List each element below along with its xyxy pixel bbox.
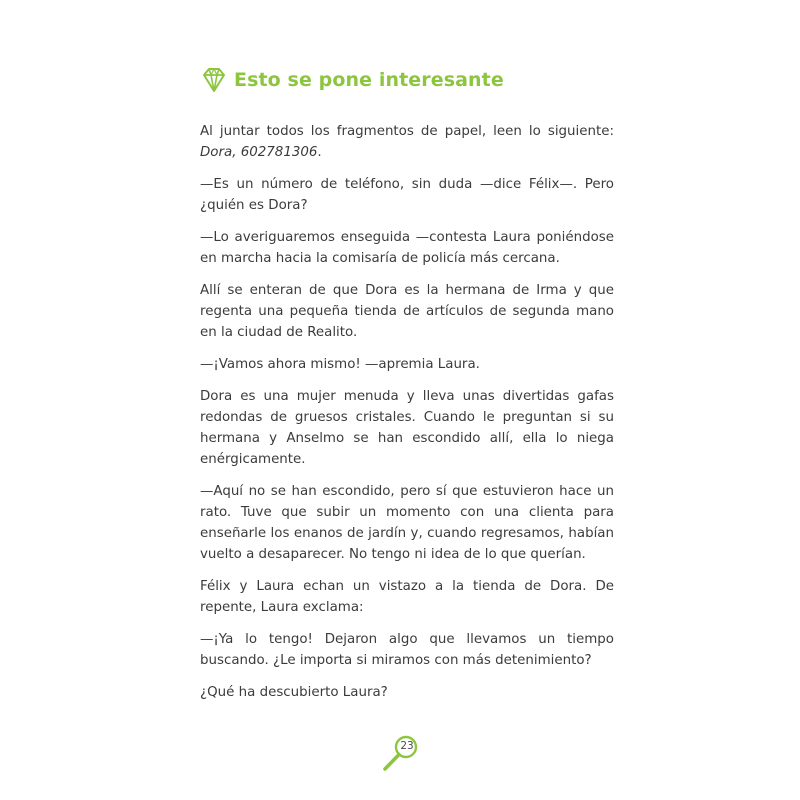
paragraph: —¡Ya lo tengo! Dejaron algo que llevamos un tiempo buscando. ¿Le importa si miramos con más detenimiento? bbox=[200, 632, 614, 668]
paragraph-end: . bbox=[317, 145, 322, 160]
paragraph: Dora es una mujer menuda y lleva unas divertidas gafas redondas de gruesos cristales. Cuando le preguntan si su hermana y Anselmo se han escondido allí, ella lo niega enérgicamente. bbox=[200, 389, 614, 467]
paragraph-text: Al juntar todos los fragmentos de papel, leen lo siguiente: bbox=[200, 124, 614, 139]
section-header bbox=[200, 66, 504, 94]
page-number: 23 bbox=[400, 740, 414, 752]
diamond-icon bbox=[200, 66, 228, 94]
section-title: Esto se pone interesante bbox=[234, 69, 504, 91]
paragraph: —¡Vamos ahora mismo! —apremia Laura. bbox=[200, 357, 480, 372]
paragraph: —Lo averiguaremos enseguida —contesta Laura poniéndose en marcha hacia la comisaría de policía más cercana. bbox=[200, 230, 614, 266]
story-text bbox=[200, 121, 614, 714]
question: ¿Qué ha descubierto Laura? bbox=[200, 685, 388, 700]
phone-clue: Dora, 602781306 bbox=[200, 145, 318, 160]
page-footer bbox=[379, 735, 419, 775]
paragraph: Félix y Laura echan un vistazo a la tienda de Dora. De repente, Laura exclama: bbox=[200, 579, 614, 615]
paragraph: Allí se enteran de que Dora es la hermana de Irma y que regenta una pequeña tienda de artículos de segunda mano en la ciudad de Realito. bbox=[200, 283, 614, 340]
paragraph: —Aquí no se han escondido, pero sí que estuvieron hace un rato. Tuve que subir un momento con una clienta para enseñarle los enanos de jardín y, cuando regresamos, habían vuelto a desaparecer. No tengo ni idea de lo que querían. bbox=[200, 484, 614, 562]
paragraph bbox=[200, 121, 614, 163]
paragraph: —Es un número de teléfono, sin duda —dice Félix—. Pero ¿quién es Dora? bbox=[200, 177, 614, 213]
